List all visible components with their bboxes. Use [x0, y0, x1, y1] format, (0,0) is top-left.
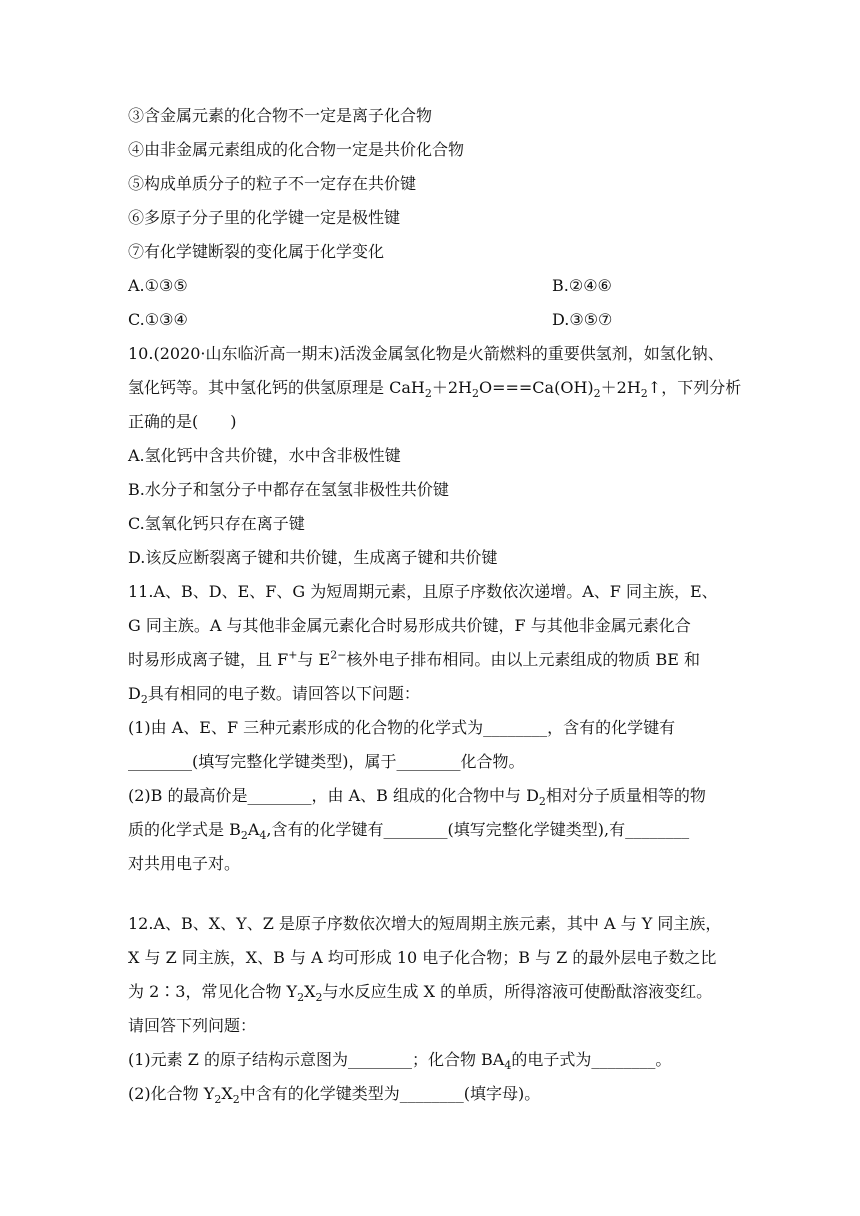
q11-part-1-line-2: ________(填写完整化学键类型)，属于________化合物。 [128, 752, 525, 771]
statement-7: ⑦有化学键断裂的变化属于化学变化 [128, 242, 385, 261]
q9-option-b: B.②④⑥ [552, 276, 612, 295]
q9-option-c: C.①③④ [128, 310, 188, 329]
q10-option-a: A.氢化钙中含共价键，水中含非极性键 [128, 446, 401, 465]
q10-option-c: C.氢氧化钙只存在离子键 [128, 514, 305, 533]
q10-option-d: D.该反应断裂离子键和共价键，生成离子键和共价键 [128, 548, 498, 567]
q11-part-2-line-2: 质的化学式是 $B_2A_4$,含有的化学键有________(填写完整化学键类型),有________ [128, 820, 690, 843]
q11-stem-line-1: 11.A、B、D、E、F、G 为短周期元素，且原子序数依次递增。A、F 同主族，E、 [128, 582, 718, 601]
q11-part-2-line-3: 对共用电子对。 [128, 854, 241, 873]
q12-stem-line-3: 为 2∶3，常见化合物 $Y_2X_2$与水反应生成 X 的单质，所得溶液可使酚酞溶液变红。 [128, 982, 713, 1005]
q9-options-row-1 [128, 276, 612, 296]
statement-4: ④由非金属元素组成的化合物一定是共价化合物 [128, 140, 465, 159]
q9-option-a: A.①③⑤ [128, 276, 188, 295]
q10-stem-line-3: 正确的是( ) [128, 412, 237, 431]
q9-option-d: D.③⑤⑦ [552, 310, 613, 329]
q12-stem-line-2: X 与 Z 同主族，X、B 与 A 均可形成 10 电子化合物；B 与 Z 的最外层电子数之比 [128, 948, 717, 967]
q10-stem-line-1: 10.(2020·山东临沂高一期末)活泼金属氢化物是火箭燃料的重要供氢剂，如氢化钠、 [128, 344, 724, 363]
q12-part-2: (2)化合物 $Y_2X_2$中含有的化学键类型为________(填字母)。 [128, 1084, 541, 1107]
q11-part-1-line-1: (1)由 A、E、F 三种元素形成的化合物的化学式为________，含有的化学键有 [128, 718, 676, 737]
q11-part-2-line-1: (2)B 的最高价是________，由 A、B 组成的化合物中与 $D_2$相对分子质量相等的物 [128, 786, 706, 809]
q11-stem-line-3: 时易形成离子键，且 F+与 $E^{2-}$核外电子排布相同。由以上元素组成的物质 BE 和 [128, 648, 701, 669]
statement-6: ⑥多原子分子里的化学键一定是极性键 [128, 208, 401, 227]
q11-stem-line-4: $D_2$具有相同的电子数。请回答以下问题： [128, 684, 420, 707]
q9-options-row-2 [128, 310, 613, 330]
q10-stem-line-2: 氢化钙等。其中氢化钙的供氢原理是 $CaH_2+2H_2O===Ca(OH)_2+2H_2↑$，下列分析 [128, 378, 742, 401]
statement-3: ③含金属元素的化合物不一定是离子化合物 [128, 106, 433, 125]
q10-option-b: B.水分子和氢分子中都存在氢氢非极性共价键 [128, 480, 449, 499]
q12-stem-line-4: 请回答下列问题： [128, 1016, 257, 1035]
q11-stem-line-2: G 同主族。A 与其他非金属元素化合时易形成共价键，F 与其他非金属元素化合 [128, 616, 691, 635]
q12-stem-line-1: 12.A、B、X、Y、Z 是原子序数依次增大的短周期主族元素，其中 A 与 Y 同主族， [128, 914, 722, 933]
statement-5: ⑤构成单质分子的粒子不一定存在共价键 [128, 174, 417, 193]
q12-part-1: (1)元素 Z 的原子结构示意图为________；化合物 $BA_4$的电子式为________。 [128, 1050, 672, 1073]
